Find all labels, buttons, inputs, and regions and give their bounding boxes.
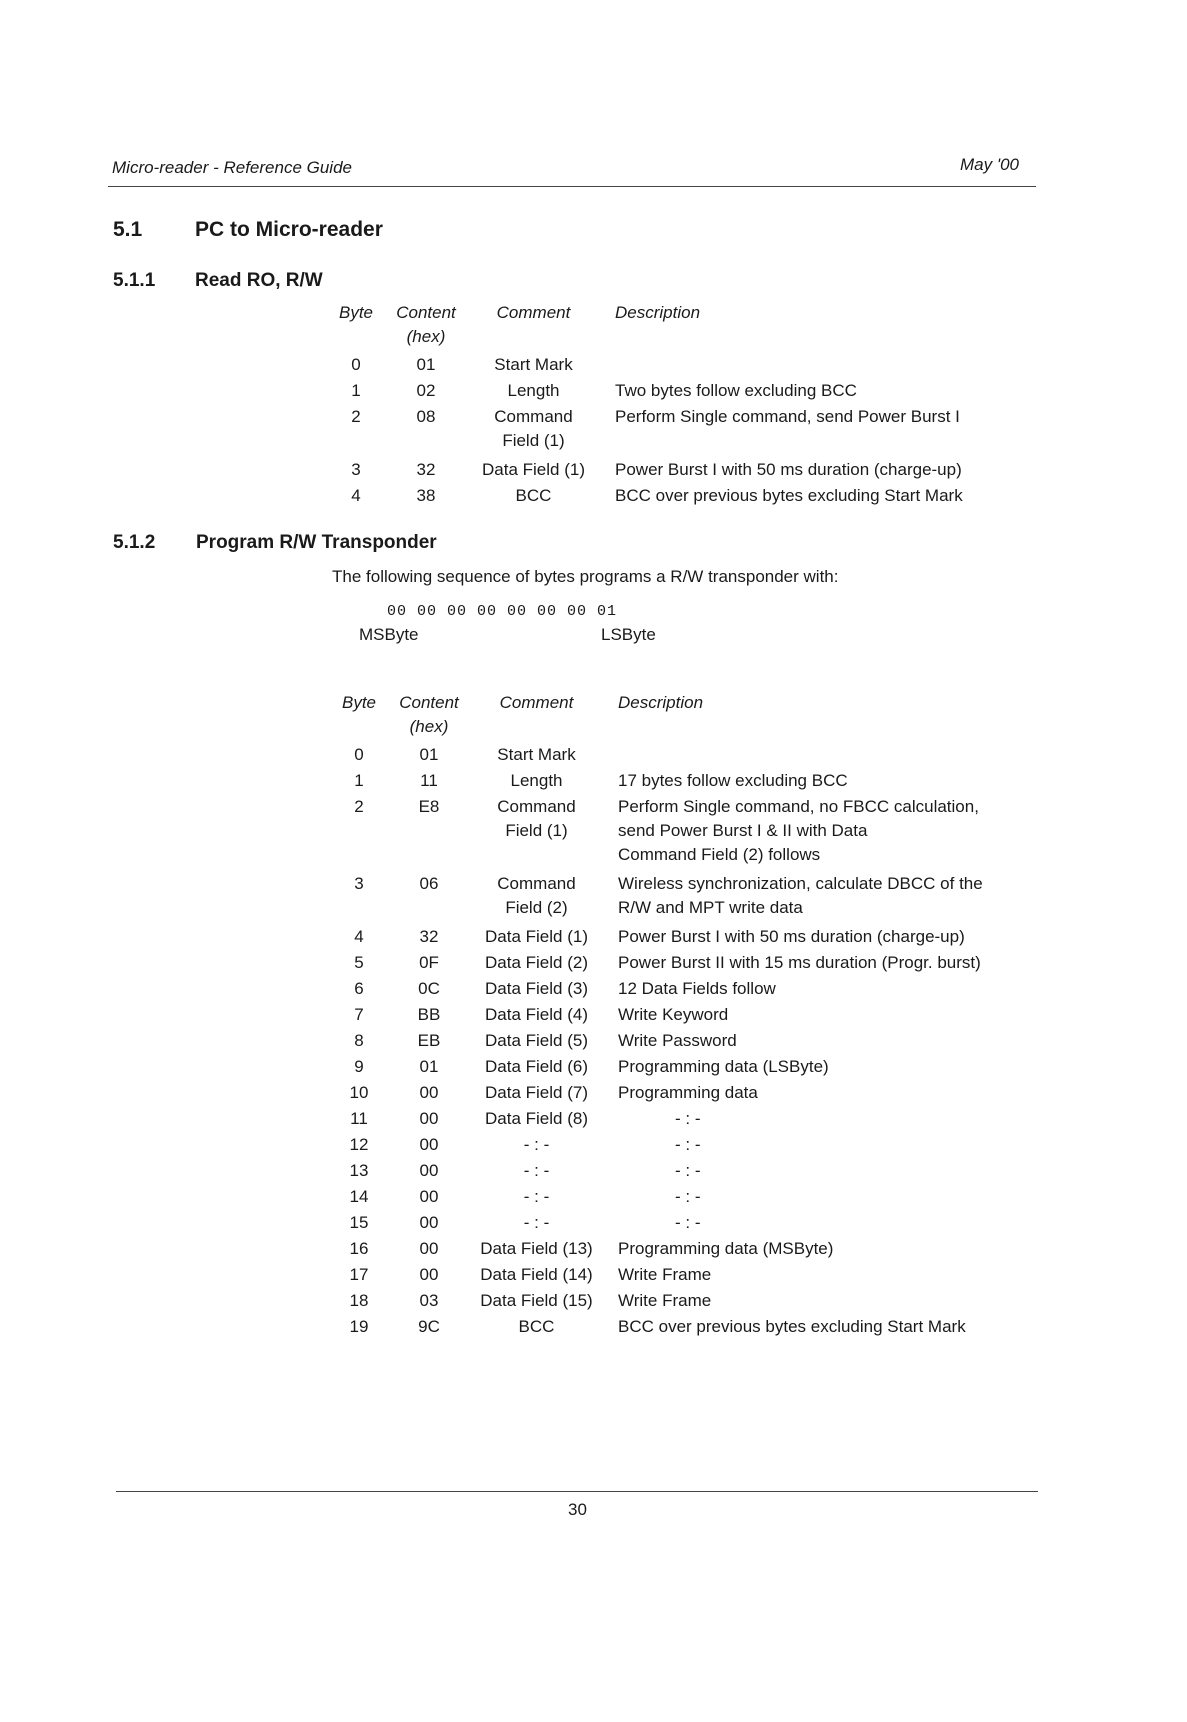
cell-hex: 9C: [418, 1317, 440, 1336]
lsbyte-label: LSByte: [601, 625, 656, 644]
cell-desc: Power Burst I with 50 ms duration (charge-up): [615, 460, 962, 479]
table-row: [331, 484, 1035, 508]
cell-hex: 38: [416, 486, 436, 505]
cell-hex: 02: [416, 381, 436, 400]
cell-comment: Data Field (3): [485, 979, 588, 998]
cell-byte: 2: [354, 797, 364, 816]
subsection-2-title: Program R/W Transponder: [196, 532, 437, 553]
cell-comment: - : -: [523, 1135, 550, 1154]
cell-hex: 00: [419, 1109, 439, 1128]
cell-desc: [599, 743, 1038, 767]
column-header: Description: [618, 693, 704, 712]
column-header: Byte: [338, 303, 374, 322]
table-row: [334, 1185, 1095, 1209]
cell-hex: 01: [419, 1057, 439, 1076]
cell-byte: 2: [351, 407, 361, 426]
table-row: [334, 1159, 1095, 1183]
column-header: Comment: [496, 303, 571, 322]
cell-hex: 01: [416, 355, 436, 374]
table-row: [334, 1289, 1095, 1313]
cell-byte: 15: [349, 1213, 369, 1232]
cell-hex: 0F: [419, 953, 439, 972]
cell-comment: - : -: [523, 1187, 550, 1206]
cell-hex: 03: [419, 1291, 439, 1310]
cell-hex: BB: [417, 1005, 441, 1024]
cell-comment: - : -: [523, 1161, 550, 1180]
header-rule: [108, 186, 1036, 187]
cell-hex: 0C: [418, 979, 440, 998]
table-row: [334, 1263, 1095, 1287]
cell-desc: Power Burst I with 50 ms duration (charge-up): [618, 927, 965, 946]
cell-hex: 11: [420, 771, 438, 790]
cell-desc: [596, 353, 1035, 377]
cell-byte: 19: [349, 1317, 369, 1336]
cell-desc: Power Burst II with 15 ms duration (Progr. burst): [618, 953, 981, 972]
cell-hex: 00: [419, 1135, 439, 1154]
cell-comment: Data Field (7): [485, 1083, 588, 1102]
cell-comment: Length: [510, 771, 563, 790]
cell-byte: 6: [354, 979, 364, 998]
cell-desc: Perform Single command, no FBCC calculation, send Power Burst I & II with Data Command Field (2) follows: [618, 797, 979, 864]
cell-comment: Data Field (5): [485, 1031, 588, 1050]
column-header: Description: [615, 303, 701, 322]
cell-hex: 00: [419, 1213, 439, 1232]
cell-desc: BCC over previous bytes excluding Start Mark: [615, 486, 963, 505]
cell-comment: Start Mark: [497, 745, 576, 764]
cell-hex: 32: [416, 460, 436, 479]
cell-byte: 5: [354, 953, 364, 972]
cell-hex: 00: [419, 1239, 439, 1258]
table-row: [334, 1237, 1095, 1261]
read-command-table: [331, 301, 1035, 510]
cell-hex: 32: [419, 927, 439, 946]
cell-comment: Data Field (15): [480, 1291, 593, 1310]
cell-desc: Programming data (LSByte): [618, 1057, 829, 1076]
cell-comment: Data Field (1): [482, 460, 585, 479]
cell-comment: Length: [507, 381, 560, 400]
cell-byte: 17: [349, 1265, 369, 1284]
cell-hex: E8: [418, 797, 440, 816]
cell-desc: - : -: [675, 1109, 701, 1128]
table-row: [334, 769, 1095, 793]
cell-desc: Two bytes follow excluding BCC: [615, 381, 857, 400]
cell-hex: 00: [419, 1187, 439, 1206]
table-row: [334, 1315, 1095, 1339]
header-title: Micro-reader - Reference Guide: [112, 158, 352, 177]
program-command-table: [334, 691, 1095, 1341]
cell-comment: Data Field (14): [480, 1265, 593, 1284]
cell-comment: Command Field (1): [497, 797, 576, 840]
byte-sequence: 00 00 00 00 00 00 00 01: [387, 603, 618, 620]
intro-text: The following sequence of bytes programs a R/W transponder with:: [332, 567, 839, 586]
cell-desc: - : -: [675, 1135, 701, 1154]
cell-byte: 4: [354, 927, 364, 946]
column-header: Byte: [341, 693, 377, 712]
subsection-1-title: Read RO, R/W: [195, 270, 323, 291]
cell-comment: BCC: [518, 1317, 555, 1336]
cell-comment: BCC: [515, 486, 552, 505]
cell-comment: Start Mark: [494, 355, 573, 374]
cell-desc: Perform Single command, send Power Burst I: [615, 407, 960, 426]
table-header: [331, 301, 1035, 349]
table-row: [334, 1003, 1095, 1027]
table-row: [334, 1107, 1095, 1131]
table-row: [334, 743, 1095, 767]
section-number: 5.1: [113, 218, 143, 241]
cell-hex: 00: [419, 1265, 439, 1284]
cell-hex: EB: [417, 1031, 441, 1050]
cell-desc: Write Password: [618, 1031, 737, 1050]
cell-comment: Data Field (4): [485, 1005, 588, 1024]
cell-comment: Command Field (1): [494, 407, 573, 450]
cell-desc: Write Frame: [618, 1291, 712, 1310]
cell-desc: Write Frame: [618, 1265, 712, 1284]
column-header: Content (hex): [399, 693, 459, 736]
cell-byte: 8: [354, 1031, 364, 1050]
cell-comment: Command Field (2): [497, 874, 576, 917]
cell-hex: 01: [419, 745, 439, 764]
table-row: [334, 951, 1095, 975]
cell-byte: 12: [349, 1135, 369, 1154]
table-row: [334, 925, 1095, 949]
cell-desc: 17 bytes follow excluding BCC: [618, 771, 848, 790]
cell-comment: Data Field (1): [485, 927, 588, 946]
cell-byte: 11: [350, 1109, 368, 1128]
cell-byte: 18: [349, 1291, 369, 1310]
cell-comment: Data Field (13): [480, 1239, 593, 1258]
cell-byte: 0: [351, 355, 361, 374]
cell-hex: 00: [419, 1083, 439, 1102]
cell-comment: Data Field (6): [485, 1057, 588, 1076]
table-row: [334, 1029, 1095, 1053]
cell-desc: Programming data: [618, 1083, 758, 1102]
cell-byte: 16: [349, 1239, 369, 1258]
footer-rule: [116, 1491, 1038, 1492]
table-row: [334, 1133, 1095, 1157]
table-row: [334, 1211, 1095, 1235]
column-header: Content (hex): [396, 303, 456, 346]
cell-byte: 10: [349, 1083, 369, 1102]
cell-desc: - : -: [675, 1187, 701, 1206]
table-row: [334, 1055, 1095, 1079]
cell-byte: 1: [354, 771, 364, 790]
table-row: [331, 458, 1035, 482]
cell-desc: Write Keyword: [618, 1005, 729, 1024]
cell-byte: 3: [351, 460, 361, 479]
section-title: PC to Micro-reader: [195, 218, 383, 241]
header-date: May '00: [960, 155, 1019, 174]
cell-hex: 00: [419, 1161, 439, 1180]
cell-desc: Wireless synchronization, calculate DBCC of the R/W and MPT write data: [618, 874, 983, 917]
table-row: [334, 872, 1095, 920]
cell-byte: 4: [351, 486, 361, 505]
cell-byte: 1: [351, 381, 361, 400]
table-header: [334, 691, 1095, 739]
table-row: [334, 795, 1095, 867]
cell-hex: 08: [416, 407, 436, 426]
cell-byte: 14: [349, 1187, 369, 1206]
cell-byte: 13: [349, 1161, 369, 1180]
cell-desc: Programming data (MSByte): [618, 1239, 834, 1258]
cell-byte: 0: [354, 745, 364, 764]
table-row: [334, 977, 1095, 1001]
subsection-1-number: 5.1.1: [113, 270, 156, 291]
page-number: 30: [568, 1500, 587, 1519]
msbyte-label: MSByte: [359, 625, 419, 644]
cell-comment: Data Field (2): [485, 953, 588, 972]
cell-desc: - : -: [675, 1213, 701, 1232]
cell-desc: BCC over previous bytes excluding Start Mark: [618, 1317, 966, 1336]
table-row: [331, 379, 1035, 403]
cell-byte: 7: [354, 1005, 364, 1024]
cell-byte: 9: [354, 1057, 364, 1076]
subsection-2-number: 5.1.2: [113, 532, 156, 553]
column-header: Comment: [499, 693, 574, 712]
cell-hex: 06: [419, 874, 439, 893]
table-row: [334, 1081, 1095, 1105]
cell-comment: - : -: [523, 1213, 550, 1232]
cell-byte: 3: [354, 874, 364, 893]
cell-desc: 12 Data Fields follow: [618, 979, 776, 998]
cell-comment: Data Field (8): [485, 1109, 588, 1128]
table-row: [331, 353, 1035, 377]
cell-desc: - : -: [675, 1161, 701, 1180]
table-row: [331, 405, 1035, 453]
